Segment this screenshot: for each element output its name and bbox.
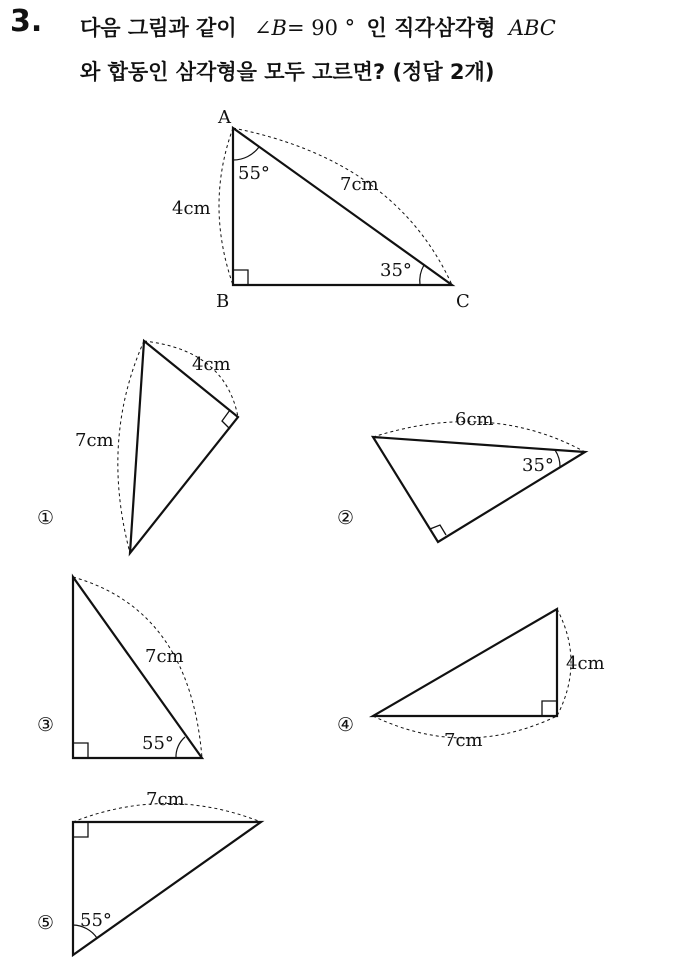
option-1-marker: ① bbox=[37, 507, 55, 529]
triangle-name: ABC bbox=[508, 16, 556, 40]
option-3-label-side: 7cm bbox=[145, 646, 184, 667]
question-line-2: 와 합동인 삼각형을 모두 고르면? (정답 2개) bbox=[80, 60, 495, 84]
question-text-mid: 인 직각삼각형 bbox=[366, 16, 496, 40]
side-ac-label: 7cm bbox=[340, 174, 379, 195]
option-5-label-side: 7cm bbox=[146, 789, 185, 810]
option-3-triangle bbox=[73, 577, 202, 758]
option-4-label-horizontal: 7cm bbox=[444, 730, 483, 751]
question-text-intro: 다음 그림과 같이 bbox=[80, 16, 237, 40]
angle-symbol: ∠ bbox=[253, 16, 272, 40]
main-triangle bbox=[219, 128, 452, 285]
option-1-label-short: 4cm bbox=[192, 354, 231, 375]
option-1-label-long: 7cm bbox=[75, 430, 114, 451]
option-2-triangle bbox=[373, 422, 585, 542]
vertex-b-label: B bbox=[216, 291, 230, 312]
option-2-label-side: 6cm bbox=[455, 409, 494, 430]
side-ab-label: 4cm bbox=[172, 198, 211, 219]
angle-a-label: 55° bbox=[238, 163, 270, 184]
vertex-a-label: A bbox=[218, 107, 231, 128]
question-number: 3. bbox=[10, 4, 43, 39]
option-5-triangle bbox=[73, 804, 261, 956]
option-2-label-angle: 35° bbox=[522, 455, 554, 476]
angle-c-label: 35° bbox=[380, 260, 412, 281]
option-4-triangle bbox=[373, 609, 571, 738]
option-5-marker: ⑤ bbox=[37, 912, 55, 934]
option-4-marker: ④ bbox=[337, 714, 355, 736]
option-2-marker: ② bbox=[337, 507, 355, 529]
option-5-label-angle: 55° bbox=[80, 910, 112, 931]
option-3-label-angle: 55° bbox=[142, 733, 174, 754]
angle-variable: B bbox=[271, 16, 287, 40]
vertex-c-label: C bbox=[456, 291, 470, 312]
option-3-marker: ③ bbox=[37, 714, 55, 736]
angle-value: = 90 ° bbox=[286, 16, 356, 40]
option-4-label-vertical: 4cm bbox=[566, 653, 605, 674]
